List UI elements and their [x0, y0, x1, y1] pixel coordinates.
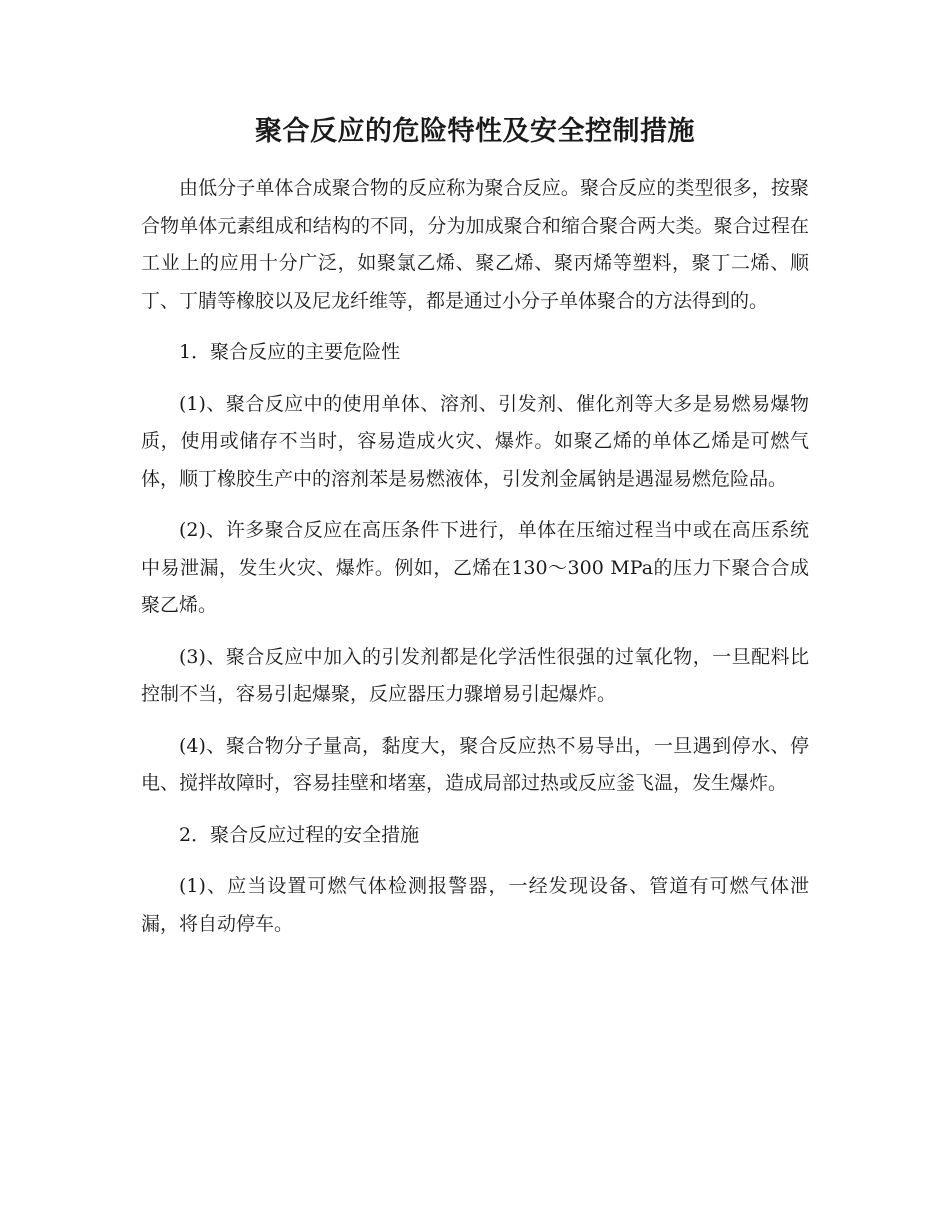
section-heading-measures: 2．聚合反应过程的安全措施 — [179, 823, 420, 846]
document-body — [141, 108, 809, 957]
document-title: 聚合反应的危险特性及安全控制措施 — [255, 116, 695, 147]
hazard-item-4: (4)、聚合物分子量高，黏度大，聚合反应热不易导出，一旦遇到停水、停电、搅拌故障时，容易挂壁和堵塞，造成局部过热或反应釜飞温，发生爆炸。 — [141, 734, 809, 794]
hazard-item-2: (2)、许多聚合反应在高压条件下进行，单体在压缩过程当中或在高压系统中易泄漏，发生火灾、爆炸。例如，乙烯在130～300 MPa的压力下聚合合成聚乙烯。 — [141, 519, 809, 616]
hazard-item-1: (1)、聚合反应中的使用单体、溶剂、引发剂、催化剂等大多是易燃易爆物质，使用或储存不当时，容易造成火灾、爆炸。如聚乙烯的单体乙烯是可燃气体，顺丁橡胶生产中的溶剂苯是易燃液体，引发剂金属钠是遇湿易燃危险品。 — [141, 392, 809, 490]
hazard-item-3: (3)、聚合反应中加入的引发剂都是化学活性很强的过氧化物，一旦配料比控制不当，容易引起爆聚，反应器压力骤增易引起爆炸。 — [141, 645, 809, 705]
measure-item-1: (1)、应当设置可燃气体检测报警器，一经发现设备、管道有可燃气体泄漏，将自动停车。 — [141, 875, 809, 935]
section-heading-hazards: 1．聚合反应的主要危险性 — [179, 341, 401, 363]
intro-paragraph: 由低分子单体合成聚合物的反应称为聚合反应。聚合反应的类型很多，按聚合物单体元素组成和结构的不同，分为加成聚合和缩合聚合两大类。聚合过程在工业上的应用十分广泛，如聚氯乙烯、聚乙烯、聚丙烯等塑料，聚丁二烯、顺丁、丁腈等橡胶以及尼龙纤维等，都是通过小分子单体聚合的方法得到的。 — [141, 177, 809, 312]
